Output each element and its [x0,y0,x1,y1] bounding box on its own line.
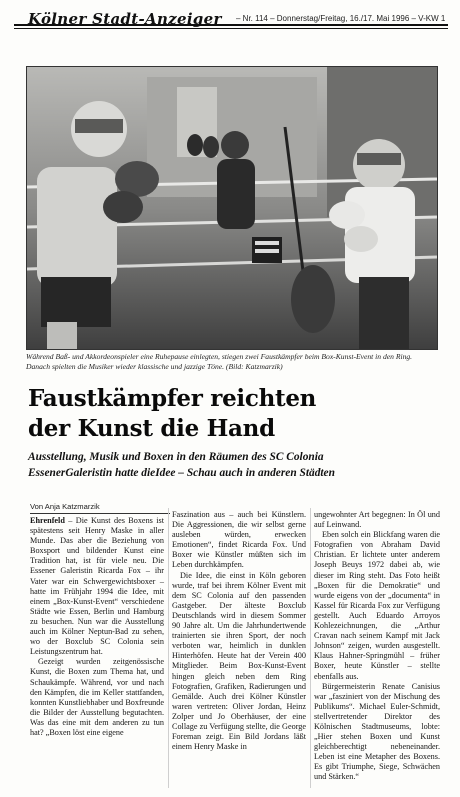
headline-line-1: Faustkämpfer reichten [28,385,317,412]
article-paragraph [30,516,164,657]
paper-name: Kölner Stadt-Anzeiger [28,10,222,28]
headline [28,384,448,444]
masthead-rule [14,24,448,26]
issue-info: – Nr. 114 – Donnerstag/Freitag, 16./17. Mai 1996 – V-KW 1 [236,14,446,23]
subheadline [28,449,448,481]
article-column-2 [172,510,306,752]
article-paragraph: ungewohnter Art begegnen: In Öl und auf Leinwand. [314,510,440,530]
photo-caption: Während Baß- und Akkordeonspieler eine Ruhepause einlegten, stiegen zwei Faustkämpfer beim Box-Kunst-Event in den Ring. Danach spielten die Musiker wieder klassische und jazzige Töne. (Bild: Katzmarzik) [26,352,413,371]
boxing-photo [26,66,438,350]
article-column-3 [314,510,440,783]
article-paragraph: Eben solch ein Blickfang waren die Fotografien von Abraham David Christian. Er lichtete unter anderem Joseph Beuys 1972 dabei ab, wie dieser im Ring steht. Das Foto heißt „Boxen für die Demokratie“ und wurde eigens von der „documenta“ in Kassel für Ricarda Fox zur Verfügung gestellt. Auch Eduardo Arroyos Kohlezeichnungen, die „Arthur Cravan nach seinem Kampf mit Jack Johnson“ zeigen, wurden ausgestellt. Klaus Hahner-Springmühl – früher Boxer, heute Künstler – stellte ebenfalls aus. [314,530,440,681]
article-column-1 [30,516,164,738]
article-paragraph: Bürgermeisterin Renate Canisius war „fasziniert von der Mischung des Publikums“. Michael Euler-Schmidt, stellvertretender Direktor des Kölnischen Stadtmuseums, lobte: „Hier stehen Boxen und Kunst gleichberechtigt nebeneinander. Leben ist eine Metapher des Boxens. Es gibt Triumphe, Siege, Schwächen und Stärken.“ [314,681,440,782]
article-paragraph: Die Idee, die einst in Köln geboren wurde, traf bei ihrem Kölner Event mit dem SC Colonia auf den passenden Gastgeber. Der älteste Boxclub Deutschlands wird in diesem Sommer 90 Jahre alt. Um die Jahrhundertwende trainierten sie ihren Sport, der noch verboten war, heimlich in dunklen Hinterhöfen. Heute hat der Verein 400 Mitglieder. Beim Box-Kunst-Event hingen gleich neben dem Ring Fotografien, Grafiken, Radierungen und Gemälde. Auch drei Kölner Künstler waren vertreten: Oliver Jordan, Heinz Zolper und Jo Oberhäuser, der eine Collage zu Verfügung stellte, die George Foreman zeigt. Ein Bild Jordans läßt einem Henry Maske in [172,570,306,752]
boxing-photo-image [27,67,437,349]
column-rule [168,508,169,788]
article-paragraph: Faszination aus – auch bei Künstlern. Die Aggressionen, die wir selbst gerne ausleben würden, erwecken Emotionen“, findet Ricarda Fox. Und Boxer wie Künstler müßten sich im Leben durchkämpfen. [172,510,306,570]
column-rule [310,508,311,788]
headline-line-2: der Kunst die Hand [28,415,275,442]
masthead-rule-thin [14,28,448,29]
article-paragraph: Gezeigt wurden zeitgenössische Kunst, die Boxen zum Thema hat, und Schaukämpfe. Während, vor und nach den Kämpfen, die im Keller stattfanden, konnten Kunstliebhaber und Boxfreunde die Bilder der Ausstellung begutachten. Was das eine mit dem anderen zu tun hat? „Boxen löst eine eigene [30,657,164,737]
paragraph-text: – Die Kunst des Boxens ist spätestens seit Henry Maske in aller Munde. Das aber die Beziehung von Boxsport und bildender Kunst eine Tradition hat, ist für viele neu. Die Essener Galeristin Ricarda Fox – ihr Vater war ein Schwergewichtsboxer – hatte im Frühjahr 1994 die Idee, mit einem „Box-Kunst-Event“ verschiedene Städte wie Essen, Berlin und Hamburg zu besuchen. Nun war die Ausstellung auch im Kölner Neptun-Bad zu sehen, wo der Boxclub SC Colonia sein Leistungszentrum hat. [30,516,164,657]
byline: Von Anja Katzmarzik [30,502,170,514]
dateline: Ehrenfeld [30,516,65,525]
subheadline-line-2: EssenerGaleristin hatte dieIdee – Schau auch in anderen Städten [28,467,335,479]
subheadline-line-1: Ausstellung, Musik und Boxen in den Räumen des SC Colonia [28,451,324,463]
